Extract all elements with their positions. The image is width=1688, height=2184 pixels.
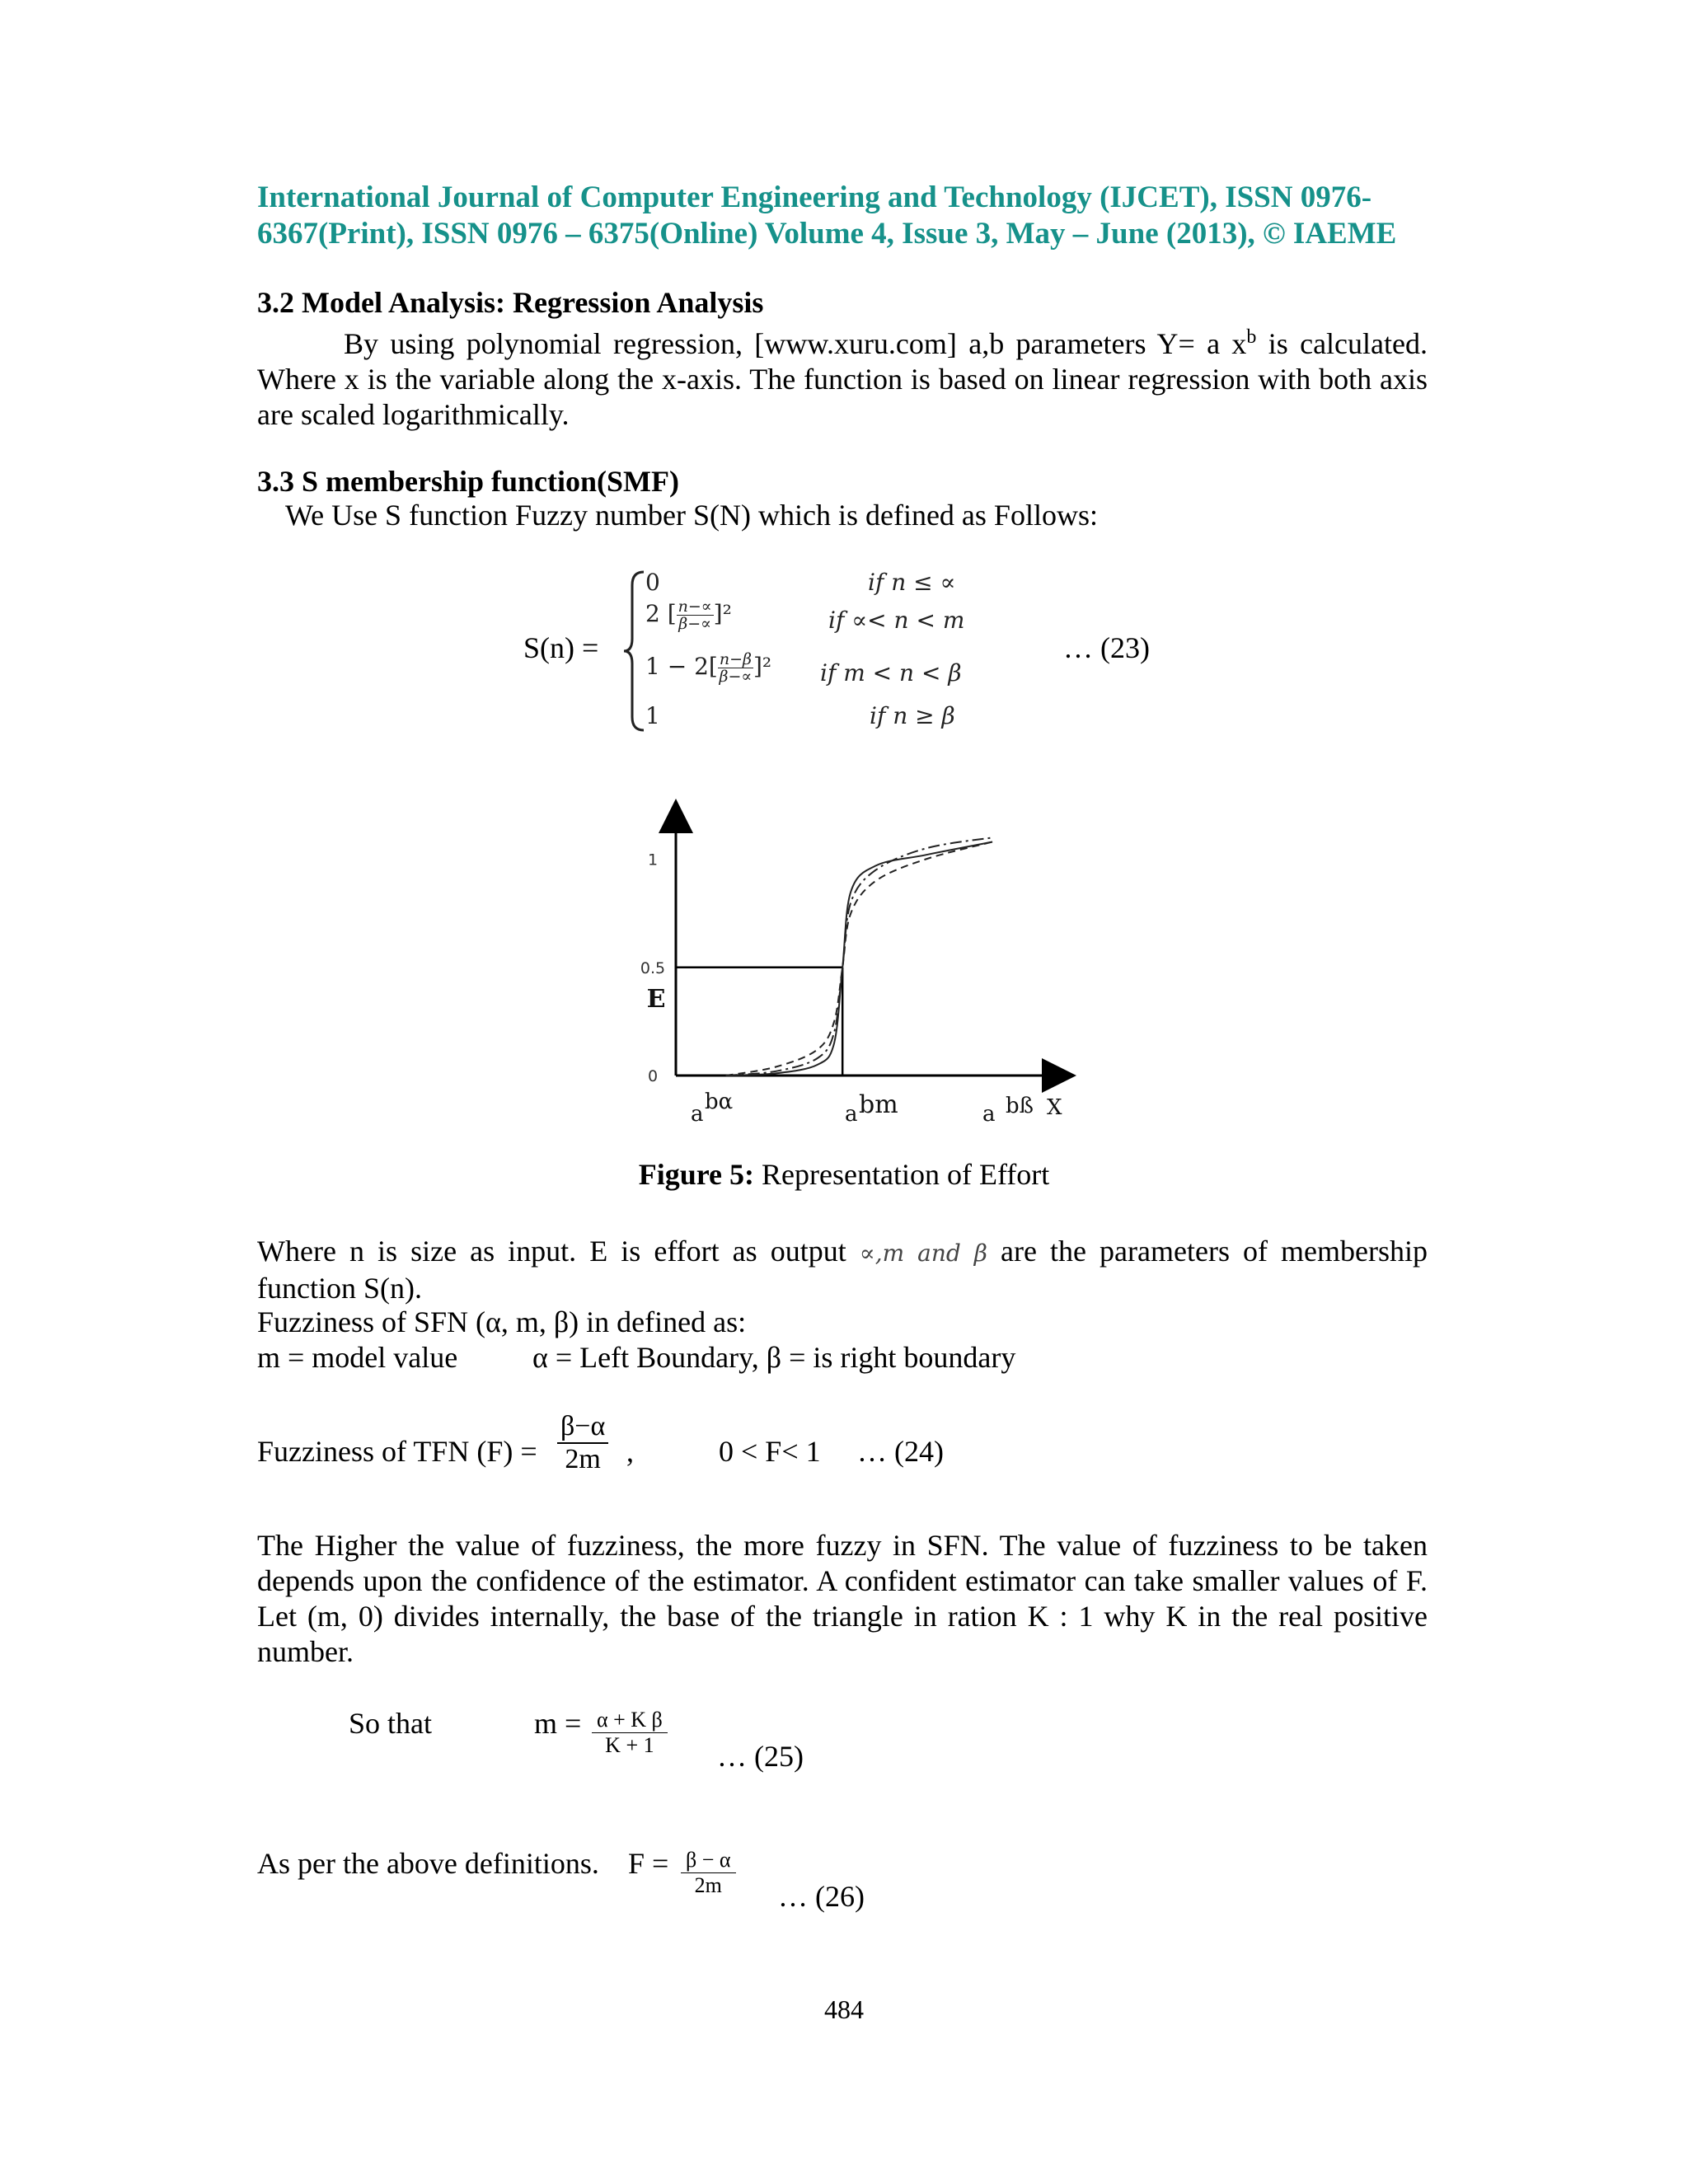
curve-dash-dot xyxy=(726,837,992,1076)
equation-23 xyxy=(523,569,1414,742)
eq23-case3-expr: 1 − 2[ $\frac{n-\beta}{\beta-\propto}$ ]² xyxy=(645,650,772,686)
eq23-case2-condition: if ∝< n < m xyxy=(828,607,965,634)
y-tick-label-1: 1 xyxy=(647,851,659,869)
model-value-line: m = model value xyxy=(257,1341,458,1374)
eq23-case4-condition: if n ≥ β xyxy=(870,702,955,729)
journal-header xyxy=(257,180,1428,252)
fuzziness-paragraph: The Higher the value of fuzziness, the more fuzzy in SFN. The value of fuzziness to be taken depends upon the confidence of the estimator. A confident estimator can take smaller values of F. Let (m, 0) divides internally, the base of the triangle in ration K : 1 why K in the real positive number. xyxy=(257,1529,1428,1668)
eq25-fraction: $\frac{\text{α + K β}}{K + 1}$ xyxy=(592,1708,668,1758)
regression-text-a: By using polynomial regression, [www.xuru.com] a,b parameters Y= a x xyxy=(344,327,1247,360)
boundary-line: α = Left Boundary, β = is right boundary xyxy=(532,1341,1016,1374)
eq26-label: As per the above definitions. xyxy=(257,1847,599,1880)
eq26-number: … (26) xyxy=(778,1880,865,1913)
effort-chart-svg xyxy=(610,791,1104,1137)
caption-label: Figure 5: xyxy=(638,1158,755,1191)
journal-header-line2: 6367(Print), ISSN 0976 – 6375(Online) Volume 4, Issue 3, May – June (2013), © IAEME xyxy=(257,217,1397,251)
x-tick-alpha xyxy=(691,1090,733,1127)
x-tick-beta-sup: bß xyxy=(1006,1094,1034,1118)
x-tick-m xyxy=(845,1090,898,1127)
section-3-3-heading: 3.3 S membership function(SMF) xyxy=(257,465,679,498)
eq23-lhs: S(n) = xyxy=(523,631,599,664)
y-tick-label-0: 0 xyxy=(647,1067,659,1085)
eq24-number: … (24) xyxy=(857,1435,944,1468)
section-3-3-intro: We Use S function Fuzzy number S(N) which is defined as Follows: xyxy=(285,499,1098,532)
caption-text: Representation of Effort xyxy=(754,1158,1050,1191)
y-axis-label: E xyxy=(646,985,666,1014)
left-brace xyxy=(622,569,647,733)
journal-header-line1: International Journal of Computer Engineering and Technology (IJCET), ISSN 0976- xyxy=(257,180,1372,214)
section-3-2-paragraph xyxy=(257,320,1428,433)
parameters-paragraph: Where n is size as input. E is effort as output ∝,m and β are the parameters of membership function S(n). xyxy=(257,1235,1428,1305)
section-3-2-heading: 3.2 Model Analysis: Regression Analysis xyxy=(257,286,764,319)
eq23-number: … (23) xyxy=(1063,631,1150,664)
eq26-fraction: $\frac{\beta - \alpha}{2m}$ xyxy=(681,1848,736,1898)
x-axis-label: X xyxy=(1047,1095,1062,1120)
param-symbols: ∝,m and β xyxy=(859,1240,987,1267)
x-tick-alpha-base: a xyxy=(691,1102,704,1127)
fuzziness-definition-line: Fuzziness of SFN (α, m, β) in defined as: xyxy=(257,1305,747,1338)
eq24-condition: 0 < F< 1 xyxy=(719,1435,821,1468)
x-tick-beta-base: a xyxy=(982,1102,996,1127)
eq26-lhs: F = xyxy=(628,1847,669,1880)
figure-5-caption xyxy=(0,1157,1688,1192)
page-number: 484 xyxy=(824,1994,864,2024)
eq23-case1-condition: if n ≤ ∝ xyxy=(868,569,956,596)
curves-group xyxy=(726,837,992,1076)
regression-text-b: is calculated. Where x is the variable along the x-axis. The function is based on linear regression with both axis are scaled logarithmically. xyxy=(257,327,1428,431)
x-tick-m-sup: bm xyxy=(859,1090,898,1119)
eq24-fraction: $\frac{\beta-\alpha}{2m}$ xyxy=(557,1411,608,1475)
y-tick-label-0-5: 0.5 xyxy=(640,958,666,977)
eq25-number: … (25) xyxy=(717,1740,804,1773)
x-tick-m-base: a xyxy=(845,1102,858,1127)
effort-chart xyxy=(610,791,1104,1137)
eq24-comma: , xyxy=(626,1435,634,1468)
curve-solid xyxy=(726,842,992,1076)
eq24-lhs: Fuzziness of TFN (F) = xyxy=(257,1435,537,1468)
eq23-case1-value: 0 xyxy=(645,569,660,596)
x-tick-beta xyxy=(982,1094,1034,1127)
eq23-case4-value: 1 xyxy=(645,702,660,729)
exponent-b: b xyxy=(1246,326,1257,348)
eq25-lhs: m = xyxy=(534,1707,582,1740)
eq25-label: So that xyxy=(349,1707,433,1740)
eq23-case3-condition: if m < n < β xyxy=(820,659,962,687)
x-tick-alpha-sup: bα xyxy=(705,1090,734,1114)
eq23-case2-expr: 2 [ $\frac{n-\propto}{\beta-\propto}$ ]² xyxy=(645,598,732,633)
